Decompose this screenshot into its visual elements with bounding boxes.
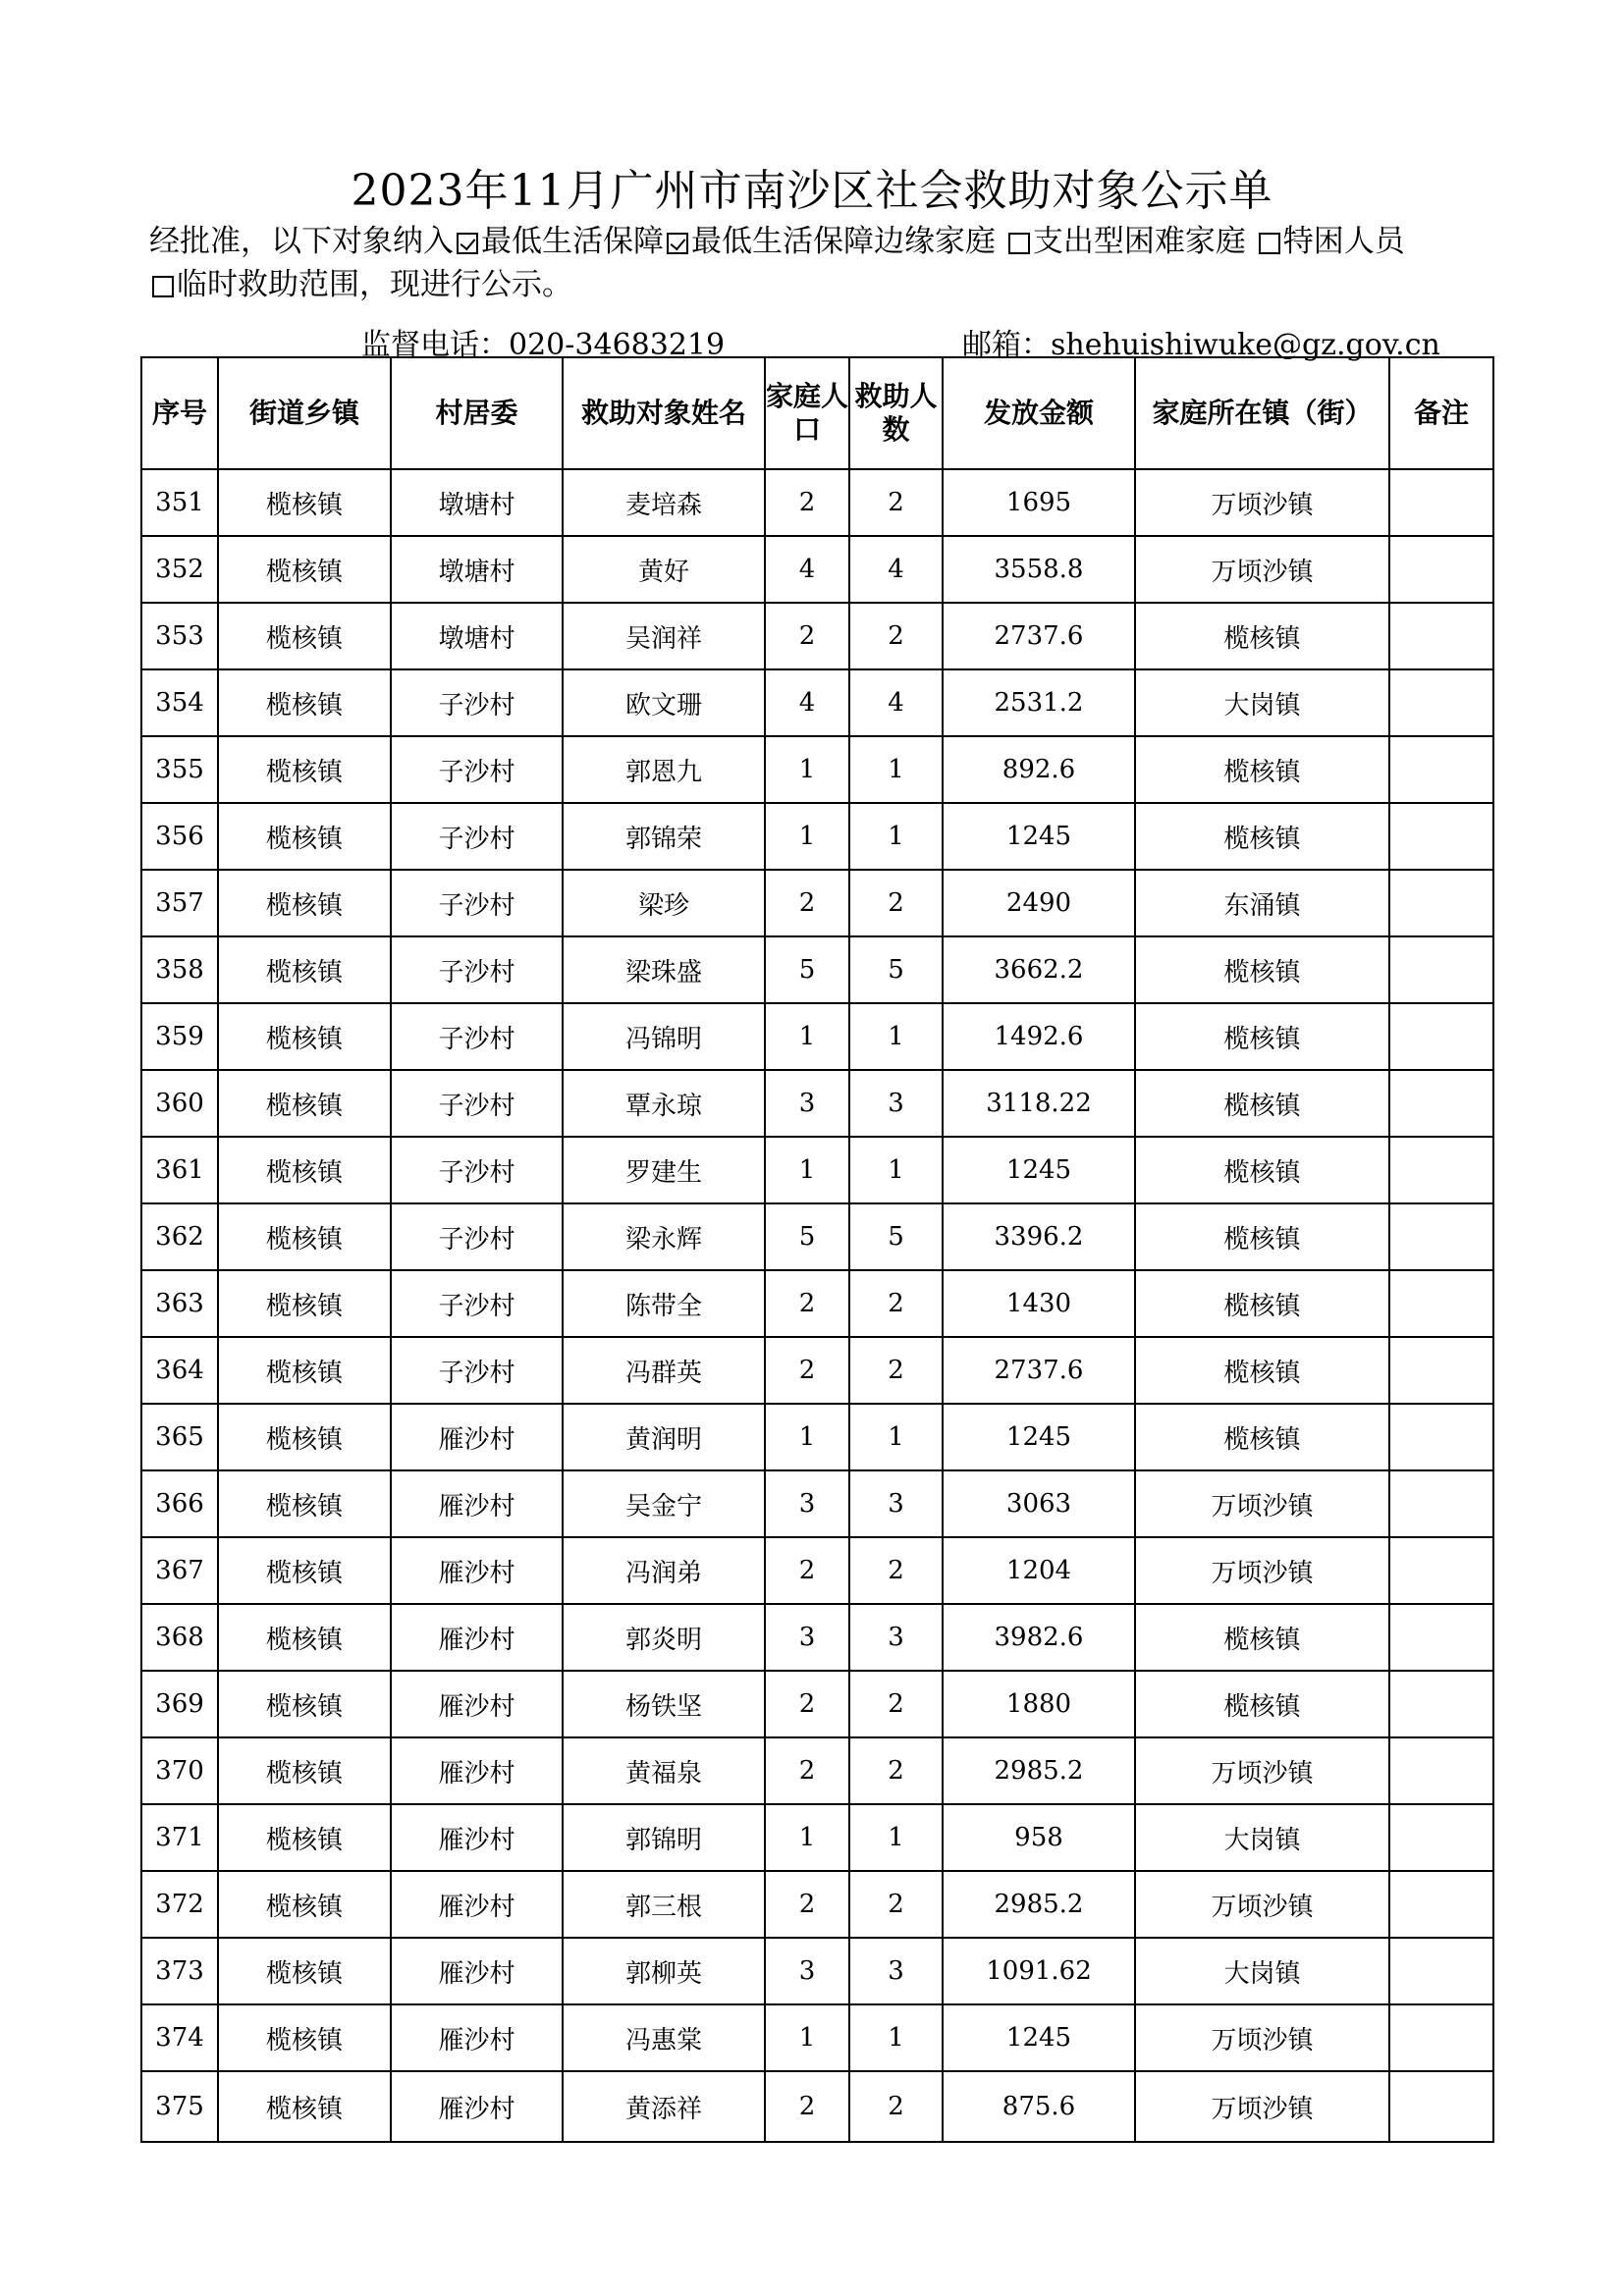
- cell-subdistrict: 榄核镇: [218, 1737, 391, 1804]
- table-row: [141, 1871, 1493, 1938]
- cell-recipient-name: 麦培森: [563, 469, 765, 536]
- cell-aided-persons: 3: [849, 1070, 943, 1137]
- cell-recipient-name: 郭三根: [563, 1871, 765, 1938]
- cell-recipient-name: 郭锦明: [563, 1804, 765, 1871]
- table-row: [141, 1671, 1493, 1737]
- cell-village-committee: 子沙村: [391, 1137, 563, 1203]
- cell-household-town: 万顷沙镇: [1135, 469, 1389, 536]
- table-row: [141, 1604, 1493, 1671]
- cell-remarks: [1389, 1737, 1493, 1804]
- cell-household-town: 榄核镇: [1135, 936, 1389, 1003]
- cell-subdistrict: 榄核镇: [218, 1404, 391, 1470]
- cell-household-size: 2: [765, 1270, 849, 1337]
- cell-household-town: 榄核镇: [1135, 1671, 1389, 1737]
- table-row: [141, 803, 1493, 870]
- cell-aided-persons: 2: [849, 870, 943, 936]
- header-household-town: 家庭所在镇（街）: [1135, 357, 1389, 469]
- cell-household-size: 3: [765, 1470, 849, 1537]
- cell-remarks: [1389, 1871, 1493, 1938]
- table-body: [141, 469, 1493, 2142]
- cell-household-size: 1: [765, 1137, 849, 1203]
- cell-household-town: 榄核镇: [1135, 803, 1389, 870]
- relief-recipient-table: [140, 356, 1494, 2143]
- header-recipient-name: 救助对象姓名: [563, 357, 765, 469]
- cell-remarks: [1389, 1470, 1493, 1537]
- cell-amount: 958: [943, 1804, 1135, 1871]
- cell-household-size: 2: [765, 1871, 849, 1938]
- cell-village-committee: 雁沙村: [391, 1938, 563, 2004]
- option-label: 最低生活保障: [481, 224, 664, 259]
- page-title: 2023年11月广州市南沙区社会救助对象公示单: [351, 166, 1273, 216]
- table-row: [141, 1337, 1493, 1404]
- cell-recipient-name: 杨铁坚: [563, 1671, 765, 1737]
- cell-serial-no: 359: [141, 1003, 218, 1070]
- cell-serial-no: 353: [141, 603, 218, 669]
- cell-serial-no: 364: [141, 1337, 218, 1404]
- cell-recipient-name: 郭锦荣: [563, 803, 765, 870]
- cell-household-town: 万顷沙镇: [1135, 1537, 1389, 1604]
- checkbox-icon: [667, 233, 688, 254]
- cell-household-town: 榄核镇: [1135, 1404, 1389, 1470]
- cell-amount: 3662.2: [943, 936, 1135, 1003]
- cell-village-committee: 雁沙村: [391, 1671, 563, 1737]
- cell-remarks: [1389, 1070, 1493, 1137]
- cell-remarks: [1389, 1604, 1493, 1671]
- cell-recipient-name: 郭柳英: [563, 1938, 765, 2004]
- cell-village-committee: 雁沙村: [391, 1604, 563, 1671]
- cell-amount: 1245: [943, 1404, 1135, 1470]
- cell-subdistrict: 榄核镇: [218, 1470, 391, 1537]
- cell-subdistrict: 榄核镇: [218, 1337, 391, 1404]
- cell-village-committee: 子沙村: [391, 870, 563, 936]
- cell-village-committee: 子沙村: [391, 936, 563, 1003]
- cell-village-committee: 雁沙村: [391, 2071, 563, 2142]
- supervision-phone: 监督电话：020-34683219: [361, 328, 726, 362]
- cell-recipient-name: 梁珍: [563, 870, 765, 936]
- cell-serial-no: 361: [141, 1137, 218, 1203]
- cell-amount: 3118.22: [943, 1070, 1135, 1137]
- cell-amount: 1245: [943, 803, 1135, 870]
- cell-serial-no: 365: [141, 1404, 218, 1470]
- table-header-row: [141, 357, 1493, 469]
- checkbox-icon: [152, 276, 174, 297]
- cell-aided-persons: 3: [849, 1938, 943, 2004]
- table-row: [141, 536, 1493, 603]
- cell-aided-persons: 5: [849, 936, 943, 1003]
- cell-serial-no: 367: [141, 1537, 218, 1604]
- cell-remarks: [1389, 1337, 1493, 1404]
- cell-subdistrict: 榄核镇: [218, 1604, 391, 1671]
- header-subdistrict: 街道乡镇: [218, 357, 391, 469]
- cell-serial-no: 371: [141, 1804, 218, 1871]
- cell-subdistrict: 榄核镇: [218, 669, 391, 736]
- cell-remarks: [1389, 669, 1493, 736]
- cell-subdistrict: 榄核镇: [218, 936, 391, 1003]
- cell-household-size: 2: [765, 870, 849, 936]
- cell-recipient-name: 罗建生: [563, 1137, 765, 1203]
- cell-recipient-name: 郭炎明: [563, 1604, 765, 1671]
- cell-amount: 3982.6: [943, 1604, 1135, 1671]
- cell-remarks: [1389, 1003, 1493, 1070]
- cell-recipient-name: 冯锦明: [563, 1003, 765, 1070]
- cell-household-town: 榄核镇: [1135, 1137, 1389, 1203]
- cell-household-town: 万顷沙镇: [1135, 2004, 1389, 2071]
- cell-village-committee: 子沙村: [391, 736, 563, 803]
- cell-aided-persons: 1: [849, 803, 943, 870]
- header-amount: 发放金额: [943, 357, 1135, 469]
- cell-remarks: [1389, 2071, 1493, 2142]
- cell-subdistrict: 榄核镇: [218, 1804, 391, 1871]
- cell-remarks: [1389, 936, 1493, 1003]
- cell-household-size: 3: [765, 1070, 849, 1137]
- cell-household-town: 榄核镇: [1135, 736, 1389, 803]
- cell-serial-no: 375: [141, 2071, 218, 2142]
- table-row: [141, 669, 1493, 736]
- cell-subdistrict: 榄核镇: [218, 1871, 391, 1938]
- cell-serial-no: 369: [141, 1671, 218, 1737]
- cell-household-size: 2: [765, 469, 849, 536]
- cell-recipient-name: 梁珠盛: [563, 936, 765, 1003]
- cell-village-committee: 墩塘村: [391, 469, 563, 536]
- cell-serial-no: 363: [141, 1270, 218, 1337]
- cell-amount: 2490: [943, 870, 1135, 936]
- cell-remarks: [1389, 1537, 1493, 1604]
- cell-subdistrict: 榄核镇: [218, 870, 391, 936]
- cell-subdistrict: 榄核镇: [218, 736, 391, 803]
- header-serial-no: 序号: [141, 357, 218, 469]
- cell-remarks: [1389, 1804, 1493, 1871]
- cell-aided-persons: 2: [849, 1871, 943, 1938]
- intro-paragraph: [149, 220, 1504, 306]
- cell-subdistrict: 榄核镇: [218, 469, 391, 536]
- cell-serial-no: 360: [141, 1070, 218, 1137]
- cell-recipient-name: 吴金宁: [563, 1470, 765, 1537]
- cell-remarks: [1389, 2004, 1493, 2071]
- cell-serial-no: 352: [141, 536, 218, 603]
- cell-serial-no: 368: [141, 1604, 218, 1671]
- option-label: 最低生活保障边缘家庭: [691, 224, 996, 259]
- cell-household-size: 1: [765, 1404, 849, 1470]
- cell-village-committee: 雁沙村: [391, 1470, 563, 1537]
- table-row: [141, 469, 1493, 536]
- contact-email: 邮箱：shehuishiwuke@gz.gov.cn: [962, 328, 1440, 362]
- header-remarks: 备注: [1389, 357, 1493, 469]
- checkbox-icon: [1008, 233, 1030, 254]
- cell-household-town: 大岗镇: [1135, 669, 1389, 736]
- cell-amount: 1880: [943, 1671, 1135, 1737]
- cell-amount: 2985.2: [943, 1871, 1135, 1938]
- cell-household-size: 1: [765, 2004, 849, 2071]
- cell-village-committee: 雁沙村: [391, 1737, 563, 1804]
- cell-amount: 3558.8: [943, 536, 1135, 603]
- cell-household-town: 万顷沙镇: [1135, 1470, 1389, 1537]
- cell-aided-persons: 4: [849, 536, 943, 603]
- cell-recipient-name: 覃永琼: [563, 1070, 765, 1137]
- cell-household-town: 大岗镇: [1135, 1938, 1389, 2004]
- cell-amount: 1091.62: [943, 1938, 1135, 2004]
- cell-recipient-name: 黄添祥: [563, 2071, 765, 2142]
- checkbox-icon: [457, 233, 478, 254]
- cell-amount: 1245: [943, 2004, 1135, 2071]
- cell-subdistrict: 榄核镇: [218, 1203, 391, 1270]
- cell-subdistrict: 榄核镇: [218, 2071, 391, 2142]
- cell-serial-no: 362: [141, 1203, 218, 1270]
- cell-household-size: 5: [765, 936, 849, 1003]
- cell-aided-persons: 1: [849, 1804, 943, 1871]
- cell-aided-persons: 1: [849, 736, 943, 803]
- cell-subdistrict: 榄核镇: [218, 803, 391, 870]
- cell-remarks: [1389, 870, 1493, 936]
- cell-household-town: 榄核镇: [1135, 1070, 1389, 1137]
- cell-amount: 1695: [943, 469, 1135, 536]
- cell-household-town: 万顷沙镇: [1135, 2071, 1389, 2142]
- cell-household-size: 1: [765, 1804, 849, 1871]
- cell-remarks: [1389, 469, 1493, 536]
- cell-subdistrict: 榄核镇: [218, 1270, 391, 1337]
- cell-serial-no: 374: [141, 2004, 218, 2071]
- table-row: [141, 1203, 1493, 1270]
- table-row: [141, 1938, 1493, 2004]
- cell-aided-persons: 2: [849, 1671, 943, 1737]
- cell-aided-persons: 3: [849, 1470, 943, 1537]
- cell-village-committee: 墩塘村: [391, 603, 563, 669]
- cell-serial-no: 373: [141, 1938, 218, 2004]
- cell-aided-persons: 2: [849, 2071, 943, 2142]
- option-label: 特困人员: [1282, 224, 1405, 259]
- cell-aided-persons: 1: [849, 1137, 943, 1203]
- cell-village-committee: 雁沙村: [391, 1404, 563, 1470]
- cell-household-size: 2: [765, 1537, 849, 1604]
- cell-amount: 1492.6: [943, 1003, 1135, 1070]
- cell-amount: 2531.2: [943, 669, 1135, 736]
- cell-aided-persons: 1: [849, 1404, 943, 1470]
- cell-household-town: 榄核镇: [1135, 1270, 1389, 1337]
- cell-village-committee: 雁沙村: [391, 1804, 563, 1871]
- table-row: [141, 736, 1493, 803]
- cell-household-town: 榄核镇: [1135, 1337, 1389, 1404]
- cell-recipient-name: 黄润明: [563, 1404, 765, 1470]
- cell-household-town: 大岗镇: [1135, 1804, 1389, 1871]
- table-row: [141, 1070, 1493, 1137]
- cell-amount: 1245: [943, 1137, 1135, 1203]
- cell-household-size: 5: [765, 1203, 849, 1270]
- cell-remarks: [1389, 1203, 1493, 1270]
- table-row: [141, 1270, 1493, 1337]
- cell-subdistrict: 榄核镇: [218, 1938, 391, 2004]
- cell-recipient-name: 冯惠棠: [563, 2004, 765, 2071]
- cell-serial-no: 356: [141, 803, 218, 870]
- cell-subdistrict: 榄核镇: [218, 1070, 391, 1137]
- cell-household-town: 万顷沙镇: [1135, 1871, 1389, 1938]
- table-row: [141, 2004, 1493, 2071]
- cell-serial-no: 357: [141, 870, 218, 936]
- cell-village-committee: 子沙村: [391, 1070, 563, 1137]
- cell-recipient-name: 吴润祥: [563, 603, 765, 669]
- cell-remarks: [1389, 603, 1493, 669]
- cell-village-committee: 子沙村: [391, 1203, 563, 1270]
- header-aided-persons: 救助人数: [849, 357, 943, 469]
- cell-aided-persons: 2: [849, 603, 943, 669]
- cell-household-size: 1: [765, 736, 849, 803]
- table-row: [141, 936, 1493, 1003]
- cell-remarks: [1389, 1137, 1493, 1203]
- cell-serial-no: 355: [141, 736, 218, 803]
- cell-aided-persons: 5: [849, 1203, 943, 1270]
- cell-household-town: 万顷沙镇: [1135, 1737, 1389, 1804]
- cell-serial-no: 351: [141, 469, 218, 536]
- cell-village-committee: 雁沙村: [391, 2004, 563, 2071]
- cell-recipient-name: 冯润弟: [563, 1537, 765, 1604]
- cell-subdistrict: 榄核镇: [218, 1671, 391, 1737]
- cell-aided-persons: 1: [849, 1003, 943, 1070]
- table-row: [141, 870, 1493, 936]
- cell-village-committee: 子沙村: [391, 1003, 563, 1070]
- cell-aided-persons: 3: [849, 1604, 943, 1671]
- cell-aided-persons: 4: [849, 669, 943, 736]
- cell-amount: 1430: [943, 1270, 1135, 1337]
- intro-prefix: 经批准，以下对象纳入: [149, 224, 454, 259]
- cell-amount: 1204: [943, 1537, 1135, 1604]
- cell-serial-no: 370: [141, 1737, 218, 1804]
- cell-serial-no: 366: [141, 1470, 218, 1537]
- option-label: 支出型困难家庭: [1032, 224, 1246, 259]
- cell-subdistrict: 榄核镇: [218, 603, 391, 669]
- cell-household-town: 榄核镇: [1135, 1003, 1389, 1070]
- table-row: [141, 1003, 1493, 1070]
- cell-aided-persons: 2: [849, 1270, 943, 1337]
- cell-aided-persons: 2: [849, 1337, 943, 1404]
- cell-remarks: [1389, 803, 1493, 870]
- cell-amount: 3396.2: [943, 1203, 1135, 1270]
- cell-household-town: 榄核镇: [1135, 1203, 1389, 1270]
- cell-recipient-name: 黄好: [563, 536, 765, 603]
- cell-subdistrict: 榄核镇: [218, 2004, 391, 2071]
- cell-village-committee: 雁沙村: [391, 1871, 563, 1938]
- cell-household-size: 2: [765, 2071, 849, 2142]
- cell-household-size: 1: [765, 803, 849, 870]
- cell-aided-persons: 2: [849, 1537, 943, 1604]
- table-row: [141, 1537, 1493, 1604]
- cell-serial-no: 372: [141, 1871, 218, 1938]
- cell-village-committee: 墩塘村: [391, 536, 563, 603]
- cell-household-size: 2: [765, 1337, 849, 1404]
- cell-household-size: 2: [765, 1671, 849, 1737]
- cell-remarks: [1389, 1404, 1493, 1470]
- header-household-size: 家庭人口: [765, 357, 849, 469]
- cell-household-town: 榄核镇: [1135, 1604, 1389, 1671]
- cell-village-committee: 雁沙村: [391, 1537, 563, 1604]
- cell-amount: 892.6: [943, 736, 1135, 803]
- cell-aided-persons: 2: [849, 1737, 943, 1804]
- cell-amount: 3063: [943, 1470, 1135, 1537]
- table-row: [141, 1404, 1493, 1470]
- cell-village-committee: 子沙村: [391, 1270, 563, 1337]
- cell-household-town: 万顷沙镇: [1135, 536, 1389, 603]
- cell-recipient-name: 郭恩九: [563, 736, 765, 803]
- cell-village-committee: 子沙村: [391, 669, 563, 736]
- cell-household-size: 3: [765, 1604, 849, 1671]
- cell-subdistrict: 榄核镇: [218, 1003, 391, 1070]
- cell-household-size: 4: [765, 536, 849, 603]
- cell-household-size: 2: [765, 603, 849, 669]
- cell-recipient-name: 冯群英: [563, 1337, 765, 1404]
- table-row: [141, 1137, 1493, 1203]
- cell-subdistrict: 榄核镇: [218, 536, 391, 603]
- cell-amount: 2737.6: [943, 1337, 1135, 1404]
- table-row: [141, 1737, 1493, 1804]
- cell-subdistrict: 榄核镇: [218, 1537, 391, 1604]
- cell-aided-persons: 2: [849, 469, 943, 536]
- cell-household-size: 2: [765, 1737, 849, 1804]
- cell-serial-no: 358: [141, 936, 218, 1003]
- cell-remarks: [1389, 736, 1493, 803]
- cell-recipient-name: 欧文珊: [563, 669, 765, 736]
- checkbox-icon: [1259, 233, 1280, 254]
- table-row: [141, 603, 1493, 669]
- cell-household-size: 1: [765, 1003, 849, 1070]
- table-row: [141, 2071, 1493, 2142]
- option-label: 临时救助范围，现进行公示。: [177, 267, 572, 302]
- cell-remarks: [1389, 536, 1493, 603]
- cell-household-town: 东涌镇: [1135, 870, 1389, 936]
- cell-remarks: [1389, 1938, 1493, 2004]
- cell-amount: 2737.6: [943, 603, 1135, 669]
- cell-amount: 2985.2: [943, 1737, 1135, 1804]
- cell-remarks: [1389, 1270, 1493, 1337]
- cell-amount: 875.6: [943, 2071, 1135, 2142]
- cell-household-size: 3: [765, 1938, 849, 2004]
- cell-recipient-name: 黄福泉: [563, 1737, 765, 1804]
- cell-household-town: 榄核镇: [1135, 603, 1389, 669]
- cell-serial-no: 354: [141, 669, 218, 736]
- cell-village-committee: 子沙村: [391, 1337, 563, 1404]
- header-village-committee: 村居委: [391, 357, 563, 469]
- cell-village-committee: 子沙村: [391, 803, 563, 870]
- cell-household-size: 4: [765, 669, 849, 736]
- table-row: [141, 1470, 1493, 1537]
- cell-subdistrict: 榄核镇: [218, 1137, 391, 1203]
- cell-remarks: [1389, 1671, 1493, 1737]
- cell-aided-persons: 1: [849, 2004, 943, 2071]
- cell-recipient-name: 陈带全: [563, 1270, 765, 1337]
- cell-recipient-name: 梁永辉: [563, 1203, 765, 1270]
- table-row: [141, 1804, 1493, 1871]
